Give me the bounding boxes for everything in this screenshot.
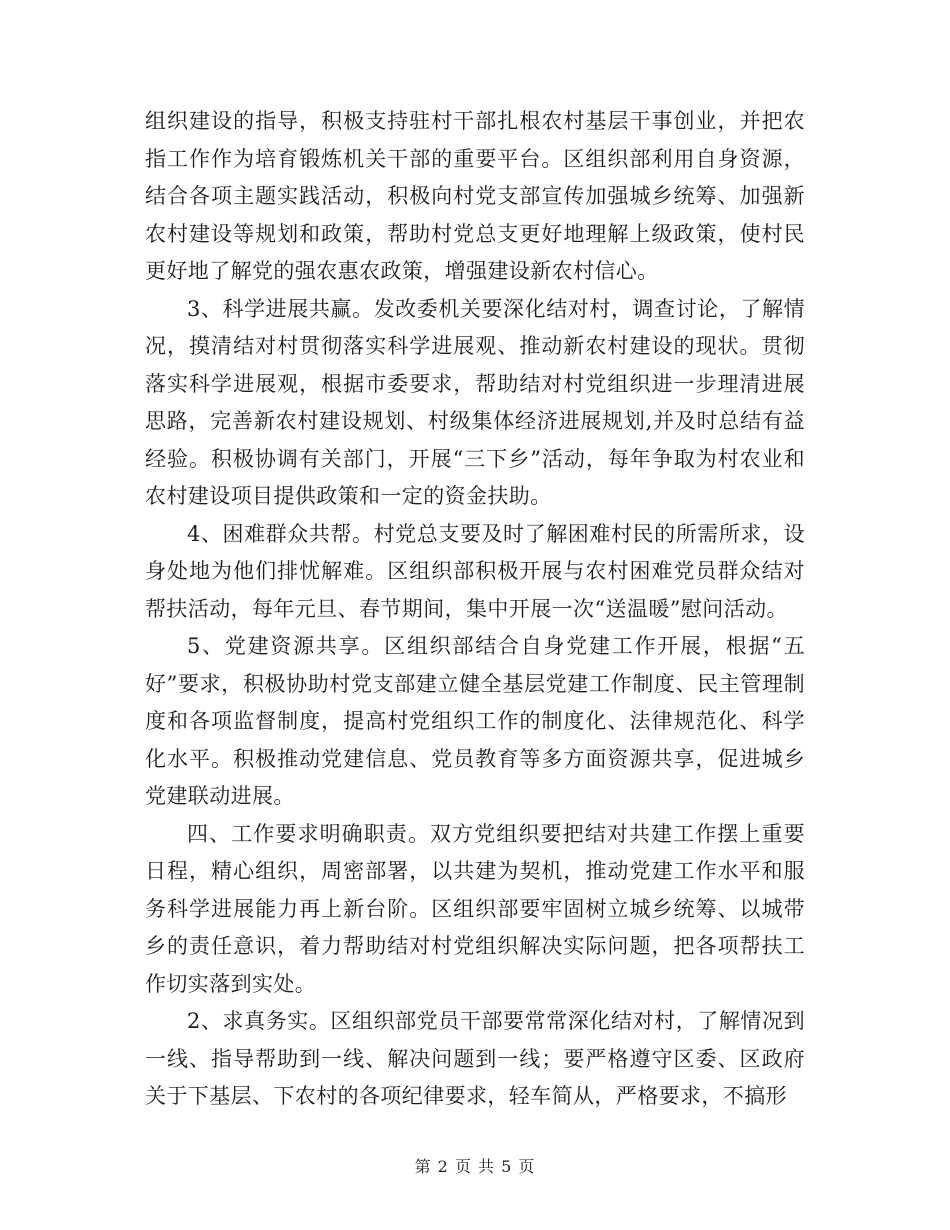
paragraph-section-4: 四、工作要求明确职责。双方党组织要把结对共建工作摆上重要日程，精心组织，周密部署，以共建为契机，推动党建工作水平和服务科学进展能力再上新台阶。区组织部要牢固树立城乡统筹、以城带乡的责任意识，着力帮助结对村党组织解决实际问题，把各项帮扶工作切实落到实处。 xyxy=(145,821,805,996)
paragraph-item-5: 5、党建资源共享。区组织部结合自身党建工作开展，根据“五好”要求，积极协助村党支部建立健全基层党建工作制度、民主管理制度和各项监督制度，提高村党组织工作的制度化、法律规范化、科学化水平。积极推动党建信息、党员教育等多方面资源共享，促进城乡党建联动进展。 xyxy=(145,634,805,808)
paragraph-item-2: 2、求真务实。区组织部党员干部要常常深化结对村，了解情况到一线、指导帮助到一线、解决问题到一线；要严格遵守区委、区政府关于下基层、下农村的各项纪律要求，轻车简从，严格要求，不搞形 xyxy=(145,1009,805,1108)
paragraph-continuation: 组织建设的指导，积极支持驻村干部扎根农村基层干事创业，并把农指工作作为培育锻炼机关干部的重要平台。区组织部利用自身资源，结合各项主题实践活动，积极向村党支部宣传加强城乡统筹、加强新农村建设等规划和政策，帮助村党总支更好地理解上级政策，使村民更好地了解党的强农惠农政策，增强建设新农村信心。 xyxy=(145,109,805,283)
paragraph-item-4: 4、困难群众共帮。村党总支要及时了解困难村民的所需所求，设身处地为他们排忧解难。区组织部积极开展与农村困难党员群众结对帮扶活动，每年元旦、春节期间，集中开展一次“送温暖”慰问活动。 xyxy=(145,521,805,621)
page-number-footer: 第 2 页 共 5 页 xyxy=(414,1157,536,1176)
document-body xyxy=(145,103,805,1116)
paragraph-item-3: 3、科学进展共赢。发改委机关要深化结对村，调查讨论，了解情况，摸清结对村贯彻落实科学进展观、推动新农村建设的现状。贯彻落实科学进展观，根据市委要求，帮助结对村党组织进一步理清进展思路，完善新农村建设规划、村级集体经济进展规划,并及时总结有益经验。积极协调有关部门，开展“三下乡”活动，每年争取为村农业和农村建设项目提供政策和一定的资金扶助。 xyxy=(145,296,805,508)
